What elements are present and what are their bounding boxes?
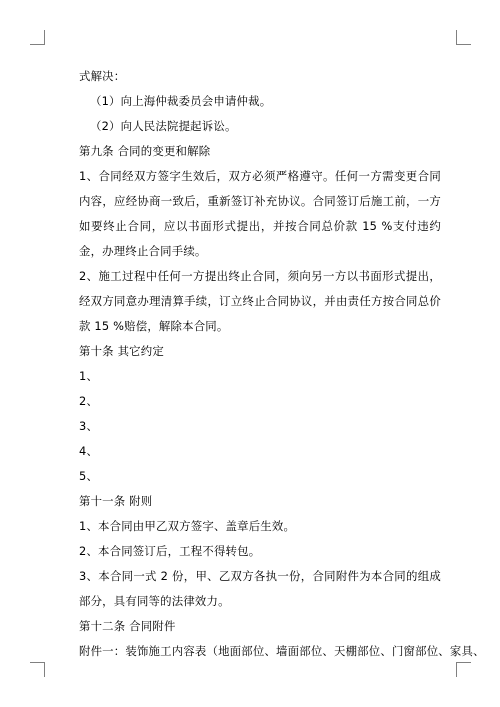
paragraph: 2、施工过程中任何一方提出终止合同，须向另一方以书面形式提出，经双方同意办理清算手续，订立终止合同协议，并由责任方按合同总价款 15 %赔偿，解除本合同。 [79, 269, 441, 333]
paragraph: （2）向人民法院提起诉讼。 [90, 119, 237, 133]
section-heading: 第十一条 附则 [79, 494, 153, 508]
paragraph: 附件一：装饰施工内容表（地面部位、墙面部位、天棚部位、门窗部位、家具、 [79, 644, 485, 658]
section-heading: 第九条 合同的变更和解除 [79, 144, 211, 158]
corner-mark-bottom-left [30, 662, 45, 677]
corner-mark-bottom-right [456, 662, 471, 677]
section-heading: 第十二条 合同附件 [79, 619, 176, 633]
list-item: 3、 [79, 419, 99, 433]
list-item: 1、 [79, 369, 99, 383]
paragraph: 2、本合同签订后，工程不得转包。 [79, 544, 261, 558]
list-item: 2、 [79, 394, 99, 408]
paragraph: 1、合同经双方签字生效后，双方必须严格遵守。任何一方需变更合同内容，应经协商一致后，重新签订补充协议。合同签订后施工前，一方如要终止合同，应以书面形式提出，并按合同总价款 15 %支付违约金，办理终止合同手续。 [79, 169, 441, 258]
document-body [79, 64, 485, 664]
paragraph: 式解决： [79, 69, 126, 83]
list-item: 4、 [79, 444, 99, 458]
corner-mark-top-right [456, 30, 471, 45]
paragraph: （1）向上海仲裁委员会申请仲裁。 [90, 94, 272, 108]
corner-mark-top-left [30, 30, 45, 45]
list-item: 5、 [79, 469, 99, 483]
paragraph: 3、本合同一式 2 份，甲、乙双方各执一份，合同附件为本合同的组成部分，具有同等的法律效力。 [79, 569, 441, 608]
section-heading: 第十条 其它约定 [79, 344, 164, 358]
paragraph: 1、本合同由甲乙双方签字、盖章后生效。 [79, 519, 296, 533]
